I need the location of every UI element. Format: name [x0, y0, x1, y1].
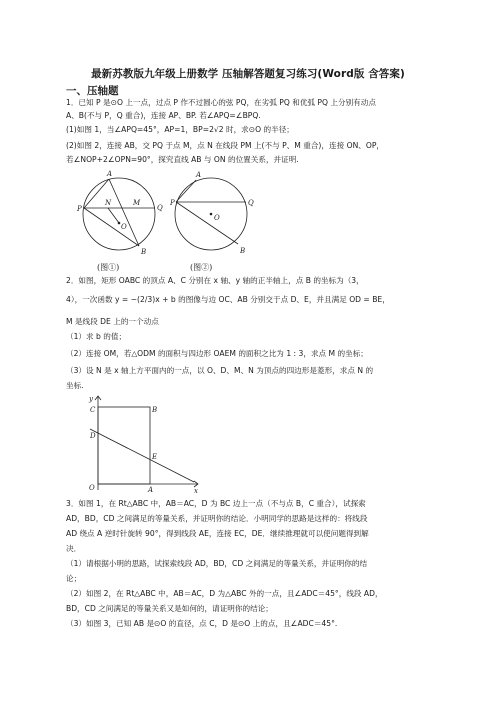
q2-label-x: x: [194, 487, 198, 494]
q2-label-C: C: [90, 406, 96, 414]
fig1-label-B: B: [141, 248, 147, 256]
section-heading: 一、压轴题: [66, 85, 119, 97]
q2-label-E: E: [152, 453, 158, 461]
q3-line6: 论；: [66, 574, 82, 583]
fig2-label-Q: Q: [248, 199, 254, 207]
fig1-label-P: P: [77, 205, 82, 213]
fig2-caption: (图②): [190, 263, 213, 272]
q1-line3: (1)如图 1，当∠APQ=45°，AP=1，BP=2√2 时，求⊙O 的半径；: [66, 125, 294, 134]
q2-label-D: D: [90, 432, 96, 440]
q3-line2: AD，BD，CD 之间满足的等量关系，并证明你的结论．小明同学的思路是这样的：将线段: [66, 514, 368, 523]
q2-line1: 2．如图，矩形 OABC 的顶点 A、C 分别在 x 轴、y 轴的正半轴上，点 B 的坐标为（3，: [66, 276, 364, 285]
q2-line5: （2）连接 OM，若△ODM 的面积与四边形 OAEM 的面积之比为 1 : 3，求点 M 的坐标；: [66, 349, 368, 358]
q2-line4: （1）求 b 的值；: [66, 332, 127, 341]
q3-line5: （1）请根据小明的思路，试探索线段 AD，BD，CD 之间满足的等量关系，并证明你的结: [66, 559, 368, 568]
q3-line8: BD，CD 之间满足的等量关系又是如何的，请证明你的结论；: [66, 604, 273, 613]
q1-figure-2: [175, 178, 247, 250]
q1-line1: 1．已知 P 是⊙O 上一点，过点 P 作不过圆心的弦 PQ，在劣弧 PQ 和优弧 PQ 上分别有动点: [66, 98, 376, 107]
q1-line5: 若∠NOP+2∠OPN=90°，探究直线 AB 与 ON 的位置关系，并证明.: [66, 155, 299, 164]
q3-line4: 决．: [66, 544, 82, 553]
q2-figure: [86, 392, 202, 494]
q1-line4: (2)如图 2，连接 AB，交 PQ 于点 M，点 N 在线段 PM 上(不与 P、M 重合)，连接 ON、OP，: [66, 141, 384, 150]
page-title: 最新苏教版九年级上册数学 压轴解答题复习练习(Word版 含答案): [91, 68, 405, 80]
fig1-label-Q: Q: [157, 204, 163, 212]
fig1-label-O: O: [121, 223, 127, 231]
fig1-label-M: M: [133, 199, 141, 207]
fig1-caption: (图①): [97, 263, 120, 272]
q2-label-B: B: [152, 406, 158, 414]
q3-line9: （3）如图 3，已知 AB 是⊙O 的直径，点 C，D 是⊙O 上的点，且∠ADC＝45°.: [66, 619, 338, 628]
q2-line6: （3）设 N 是 x 轴上方平面内的一点，以 O、D、M、N 为顶点的四边形是菱形，求点 N 的: [66, 366, 374, 375]
q1-figures: [75, 168, 275, 276]
q1-figure-1: [83, 178, 155, 250]
fig1-label-N: N: [105, 199, 112, 207]
q3-line7: （2）如图 2，在 Rt△ABC 中，AB＝AC，D 为△ABC 外的一点，且∠ADC＝45°，线段 AD，: [66, 589, 383, 598]
q2-label-O: O: [89, 484, 95, 492]
fig2-label-O: O: [214, 214, 220, 222]
fig2-label-B: B: [240, 247, 246, 255]
q2-line7: 坐标.: [66, 381, 84, 390]
q3-line1: 3．如图 1，在 Rt△ABC 中，AB＝AC，D 为 BC 边上一点（不与点 B，C 重合），试探索: [66, 499, 366, 508]
q3-line3: AD 绕点 A 逆时针旋转 90°，得到线段 AE，连接 EC，DE．继续推理就可以使问题得到解: [66, 529, 369, 538]
q2-label-y: y: [89, 395, 93, 403]
q2-label-A: A: [148, 486, 154, 494]
fig2-label-P: P: [170, 199, 175, 207]
q1-line2: A、B(不与 P，Q 重合)，连接 AP、BP. 若∠APQ=∠BPQ.: [66, 111, 261, 120]
fig2-label-A: A: [196, 171, 202, 179]
q2-line3: M 是线段 DE 上的一个动点: [66, 317, 159, 326]
fig1-label-A: A: [107, 170, 113, 178]
q2-line2: 4），一次函数 y = −(2/3)x + b 的图像与边 OC、AB 分别交于点 D、E，并且满足 OD = BE，: [66, 295, 390, 304]
